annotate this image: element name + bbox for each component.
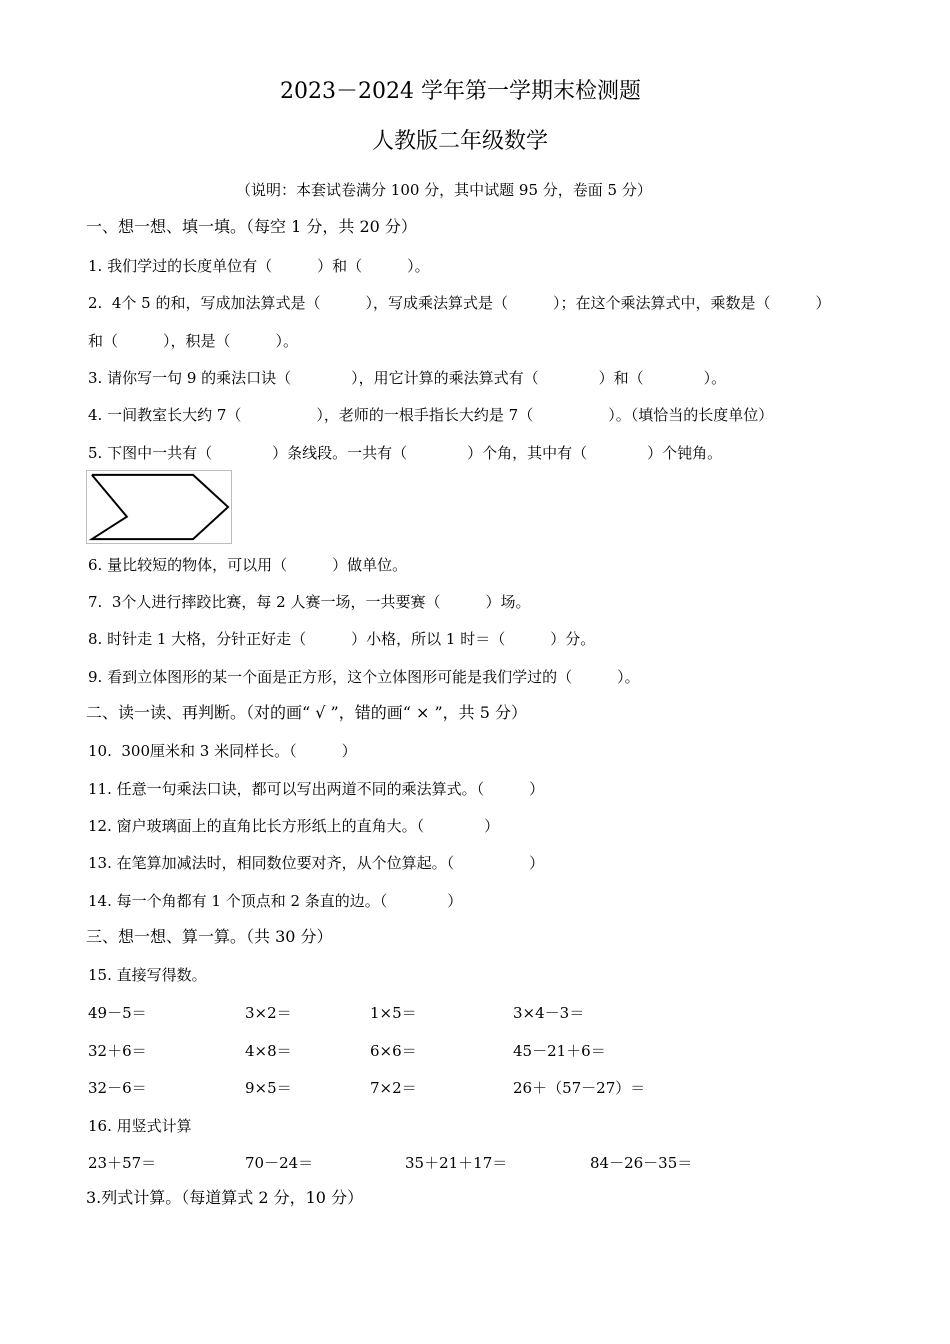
question-4: 4. 一间教室长大约 7（ ），老师的一根手指长大约是 7（ ）。（填恰当的长度单位） (88, 406, 774, 424)
calc-item: 1×5＝ (370, 1004, 417, 1022)
calc-item: 32＋6＝ (88, 1042, 147, 1060)
question-13: 13. 在笔算加减法时，相同数位要对齐，从个位算起。（ ） (88, 854, 545, 872)
question-14: 14. 每一个角都有 1 个顶点和 2 条直的边。（ ） (88, 892, 463, 910)
calc-item: 4×8＝ (245, 1042, 292, 1060)
question-5: 5. 下图中一共有（ ）条线段。一共有（ ）个角，其中有（ ）个钝角。 (88, 444, 723, 462)
exam-subtitle: 人教版二年级数学 (372, 129, 549, 154)
question-2-line-1: 2. 4个 5 的和，写成加法算式是（ ），写成乘法算式是（ ）；在这个乘法算式中，乘数是（ ） (88, 294, 831, 312)
question-3: 3. 请你写一句 9 的乘法口诀（ ），用它计算的乘法算式有（ ）和（ ）。 (88, 369, 727, 387)
arrow-shape-figure (86, 470, 232, 544)
calc-item: 3×2＝ (245, 1004, 292, 1022)
question-8: 8. 时针走 1 大格，分针正好走（ ）小格，所以 1 时＝（ ）分。 (88, 630, 596, 648)
question-2-line-2: 和（ ），积是（ ）。 (88, 332, 299, 350)
question-1: 1. 我们学过的长度单位有（ ）和（ ）。 (88, 257, 430, 275)
question-6: 6. 量比较短的物体，可以用（ ）做单位。 (88, 556, 408, 574)
calc-item: 49－5＝ (88, 1004, 147, 1022)
question-10: 10. 300厘米和 3 米同样长。（ ） (88, 742, 357, 760)
question-7: 7. 3个人进行摔跤比赛，每 2 人赛一场，一共要赛（ ）场。 (88, 593, 531, 611)
arrow-shape-outline (92, 475, 228, 539)
question-15: 15. 直接写得数。 (88, 966, 207, 984)
exam-note: （说明：本套试卷满分 100 分，其中试题 95 分，卷面 5 分） (236, 181, 652, 199)
calc-item: 3×4－3＝ (513, 1004, 585, 1022)
calc-item: 45－21＋6＝ (513, 1042, 606, 1060)
question-9: 9. 看到立体图形的某一个面是正方形，这个立体图形可能是我们学过的（ ）。 (88, 668, 640, 686)
calc-item: 26＋（57－27）＝ (513, 1079, 646, 1097)
calc-item: 7×2＝ (370, 1079, 417, 1097)
section-heading-1: 一、想一想、填一填。（每空 1 分，共 20 分） (86, 217, 417, 236)
section-heading-3: 三、想一想、算一算。（共 30 分） (86, 927, 333, 946)
vertical-calc-item: 23＋57＝ (88, 1154, 157, 1172)
question-12: 12. 窗户玻璃面上的直角比长方形纸上的直角大。（ ） (88, 817, 500, 835)
calc-item: 32－6＝ (88, 1079, 147, 1097)
vertical-calc-item: 84－26－35＝ (590, 1154, 693, 1172)
vertical-calc-item: 70－24＝ (245, 1154, 314, 1172)
calc-item: 6×6＝ (370, 1042, 417, 1060)
question-16: 16. 用竖式计算 (88, 1117, 192, 1135)
calc-item: 9×5＝ (245, 1079, 292, 1097)
question-17-heading: 3.列式计算。（每道算式 2 分，10 分） (86, 1188, 364, 1207)
exam-title: 2023－2024 学年第一学期末检测题 (280, 79, 641, 104)
vertical-calc-item: 35＋21＋17＝ (405, 1154, 508, 1172)
question-11: 11. 任意一句乘法口诀，都可以写出两道不同的乘法算式。（ ） (88, 780, 545, 798)
section-heading-2: 二、读一读、再判断。（对的画“ √ ”，错的画“ × ”，共 5 分） (86, 703, 528, 722)
